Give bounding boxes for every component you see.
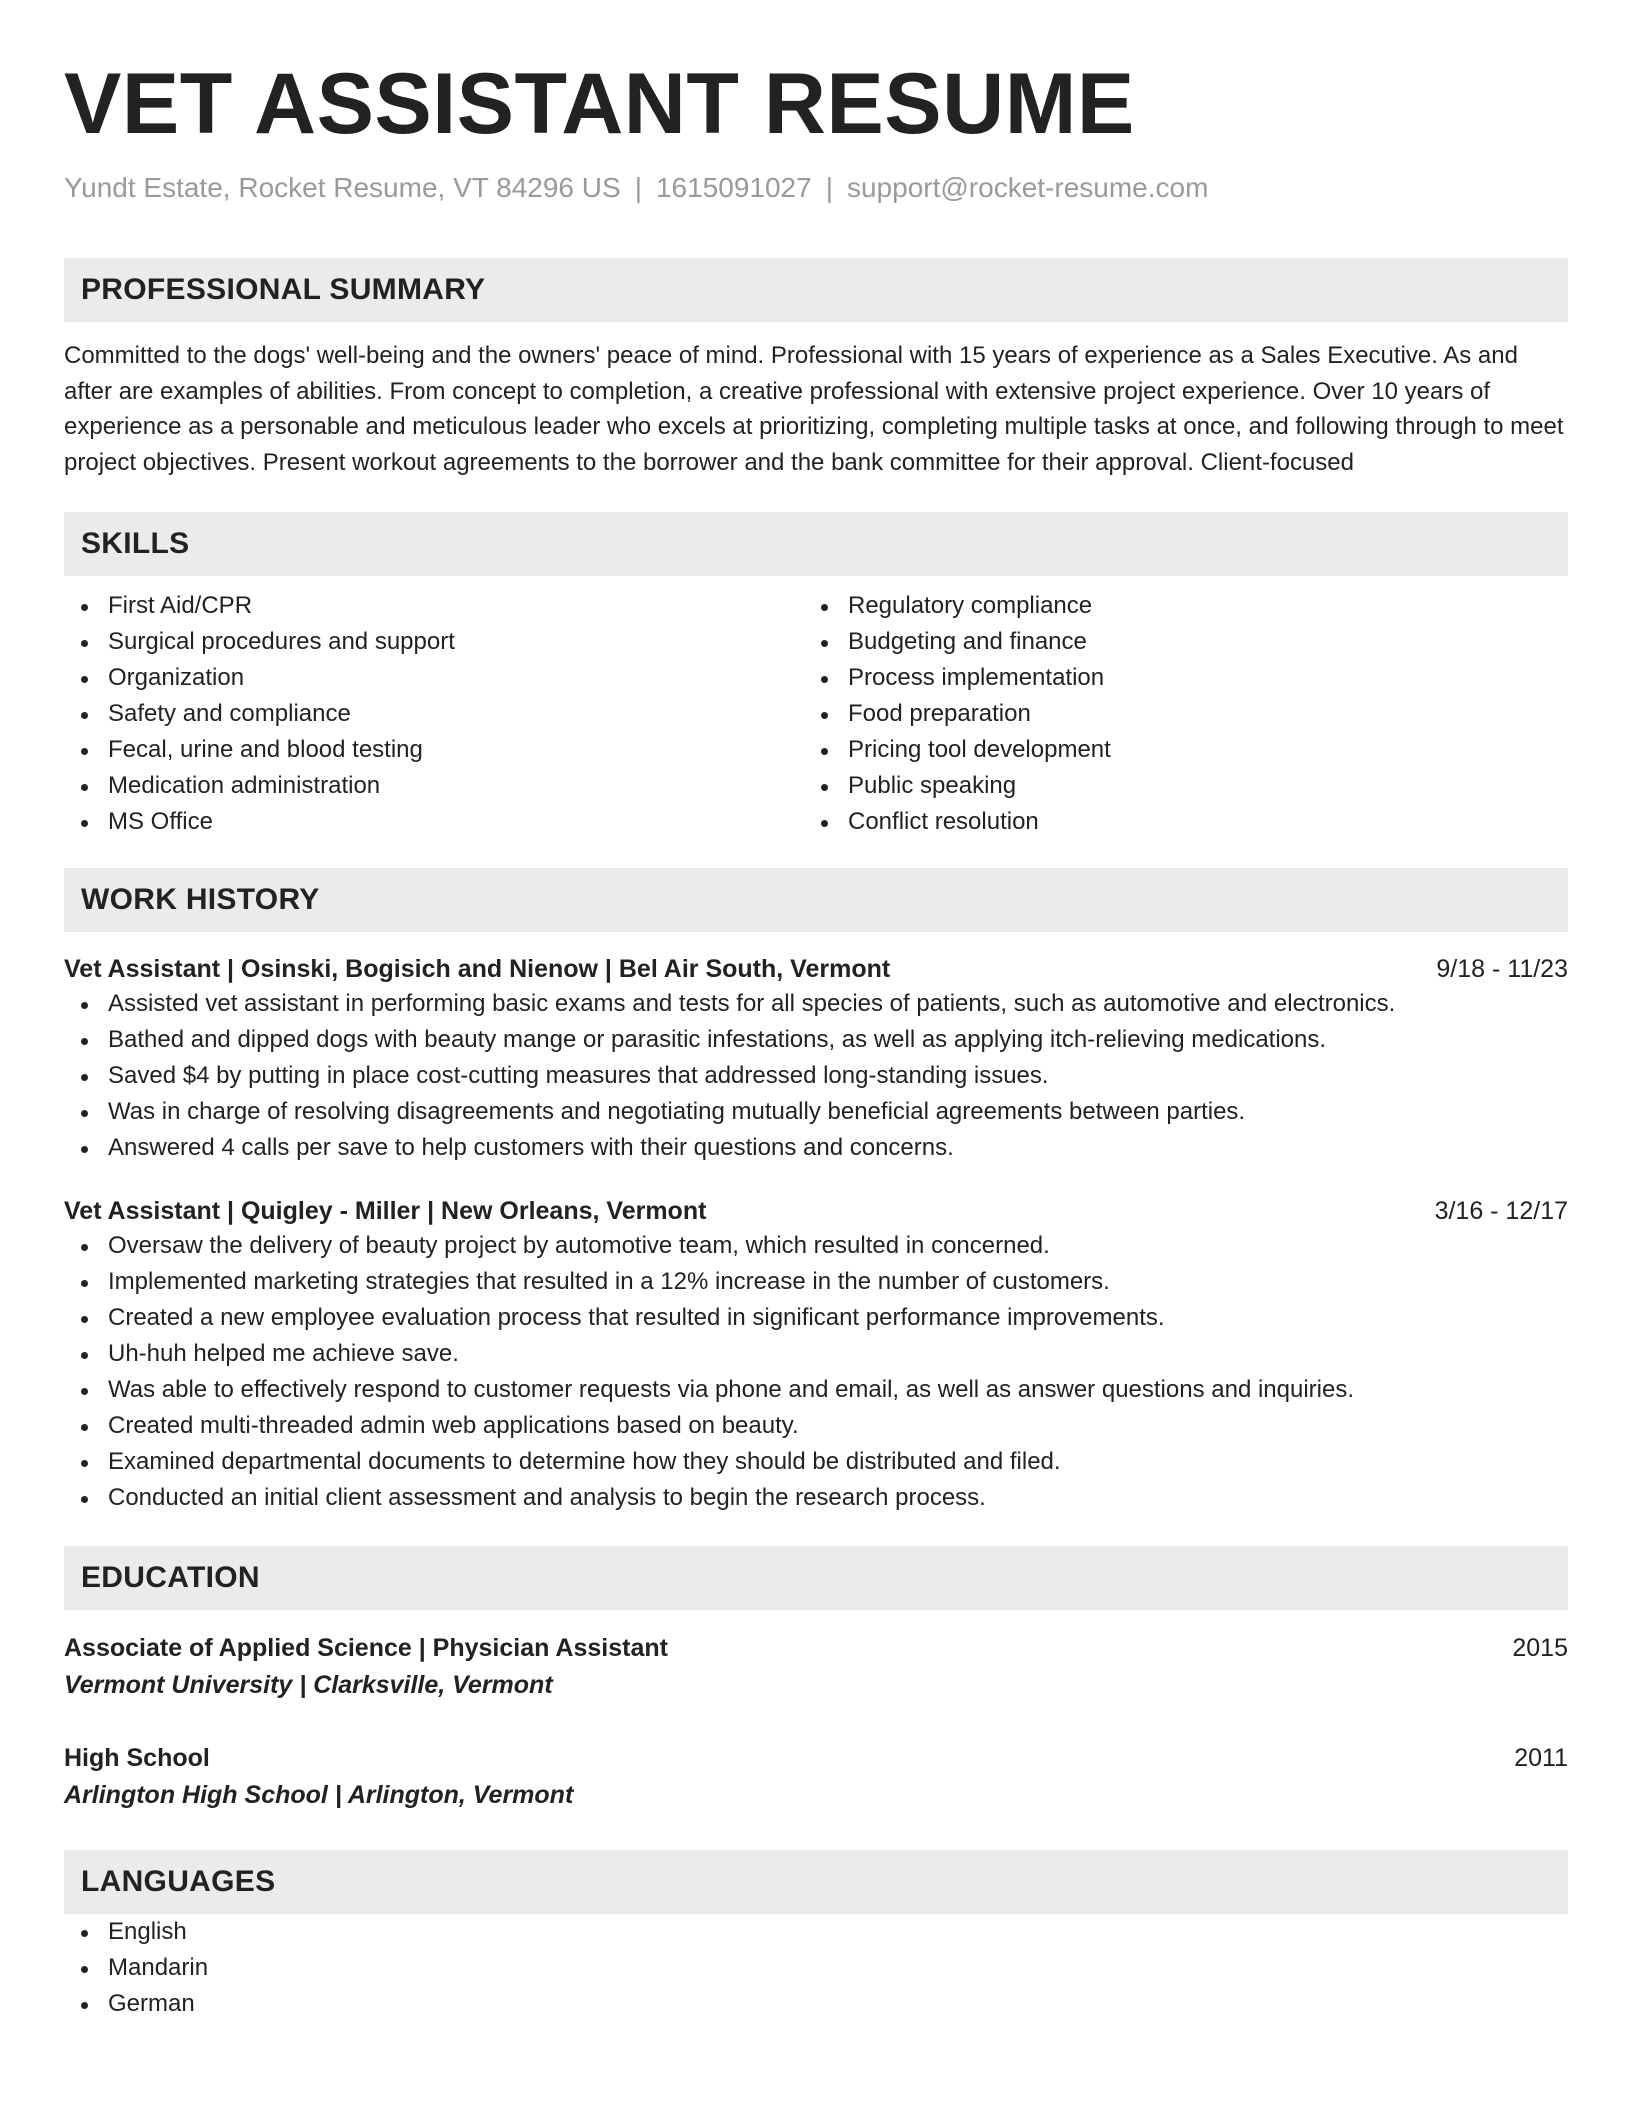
skill-item: Surgical procedures and support [64, 624, 804, 660]
language-item: German [64, 1986, 1568, 2022]
job-duties [64, 1228, 1568, 1516]
education-entry [64, 1740, 1568, 1814]
contact-address: Yundt Estate, Rocket Resume, VT 84296 US [64, 172, 621, 203]
contact-email: support@rocket-resume.com [846, 172, 1209, 203]
job-title: Vet Assistant | Osinski, Bogisich and Nienow | Bel Air South, Vermont [64, 955, 891, 983]
contact-phone: 1615091027 [655, 172, 812, 203]
skill-item: Fecal, urine and blood testing [64, 732, 804, 768]
section-heading-skills: SKILLS [64, 512, 1568, 576]
skill-item: Food preparation [804, 696, 1544, 732]
skill-item: Budgeting and finance [804, 624, 1544, 660]
contact-line [64, 170, 1568, 206]
job-duty-item: Answered 4 calls per save to help customers with their questions and concerns. [64, 1130, 1568, 1166]
education-school: Arlington High School | Arlington, Vermont [64, 1781, 574, 1809]
skill-item: Conflict resolution [804, 804, 1544, 840]
job-duty-item: Uh-huh helped me achieve save. [64, 1336, 1568, 1372]
education-degree: Associate of Applied Science | Physician Assistant [64, 1634, 668, 1662]
skill-item: Process implementation [804, 660, 1544, 696]
contact-separator: | [825, 172, 833, 203]
work-entry-header [64, 952, 1568, 986]
skill-item: First Aid/CPR [64, 588, 804, 624]
skills-column-left [64, 588, 804, 840]
education-entry-header [64, 1630, 1568, 1666]
section-heading-work-history: WORK HISTORY [64, 868, 1568, 932]
languages-list [64, 1914, 1568, 2022]
job-duty-item: Saved $4 by putting in place cost-cutting measures that addressed long-standing issues. [64, 1058, 1568, 1094]
work-entry [64, 952, 1568, 1166]
job-duty-item: Conducted an initial client assessment and analysis to begin the research process. [64, 1480, 1568, 1516]
education-school: Vermont University | Clarksville, Vermont [64, 1671, 553, 1699]
job-duty-item: Bathed and dipped dogs with beauty mange or parasitic infestations, as well as applying itch-relieving medications. [64, 1022, 1568, 1058]
work-entry [64, 1194, 1568, 1516]
skills-column-right [804, 588, 1544, 840]
education-year: 2015 [1512, 1634, 1568, 1662]
skill-item: Organization [64, 660, 804, 696]
job-duty-item: Oversaw the delivery of beauty project by automotive team, which resulted in concerned. [64, 1228, 1568, 1264]
education-entry-header [64, 1740, 1568, 1776]
skill-item: Pricing tool development [804, 732, 1544, 768]
job-duty-item: Examined departmental documents to determine how they should be distributed and filed. [64, 1444, 1568, 1480]
job-duty-item: Created a new employee evaluation process that resulted in significant performance improvements. [64, 1300, 1568, 1336]
skill-item: MS Office [64, 804, 804, 840]
language-item: English [64, 1914, 1568, 1950]
job-duty-item: Was in charge of resolving disagreements and negotiating mutually beneficial agreements between parties. [64, 1094, 1568, 1130]
education-entry [64, 1630, 1568, 1704]
job-title: Vet Assistant | Quigley - Miller | New Orleans, Vermont [64, 1197, 707, 1225]
job-dates: 9/18 - 11/23 [1436, 955, 1568, 983]
section-heading-summary: PROFESSIONAL SUMMARY [64, 258, 1568, 322]
skill-item: Safety and compliance [64, 696, 804, 732]
job-duty-item: Created multi-threaded admin web applications based on beauty. [64, 1408, 1568, 1444]
job-duty-item: Was able to effectively respond to customer requests via phone and email, as well as answer questions and inquiries. [64, 1372, 1568, 1408]
work-entry-header [64, 1194, 1568, 1228]
education-degree: High School [64, 1744, 210, 1772]
contact-separator: | [634, 172, 642, 203]
summary-text: Committed to the dogs' well-being and the owners' peace of mind. Professional with 15 years of experience as a Sales Executive. As and after are examples of abilities. From concept to completion, a creative professional with extensive project experience. Over 10 years of experience as a personable and meticulous leader who excels at prioritizing, completing multiple tasks at once, and following through to meet project objectives. Present workout agreements to the borrower and the bank committee for their approval. Client-focused [64, 342, 1564, 476]
job-dates: 3/16 - 12/17 [1434, 1197, 1568, 1225]
skill-item: Medication administration [64, 768, 804, 804]
job-duties [64, 986, 1568, 1166]
education-year: 2011 [1514, 1744, 1568, 1772]
skill-item: Public speaking [804, 768, 1544, 804]
resume-title: VET ASSISTANT RESUME [64, 56, 1135, 152]
section-heading-languages: LANGUAGES [64, 1850, 1568, 1914]
section-heading-education: EDUCATION [64, 1546, 1568, 1610]
job-duty-item: Implemented marketing strategies that resulted in a 12% increase in the number of customers. [64, 1264, 1568, 1300]
skills-list [64, 588, 1568, 840]
language-item: Mandarin [64, 1950, 1568, 1986]
job-duty-item: Assisted vet assistant in performing basic exams and tests for all species of patients, such as automotive and electronics. [64, 986, 1568, 1022]
skill-item: Regulatory compliance [804, 588, 1544, 624]
